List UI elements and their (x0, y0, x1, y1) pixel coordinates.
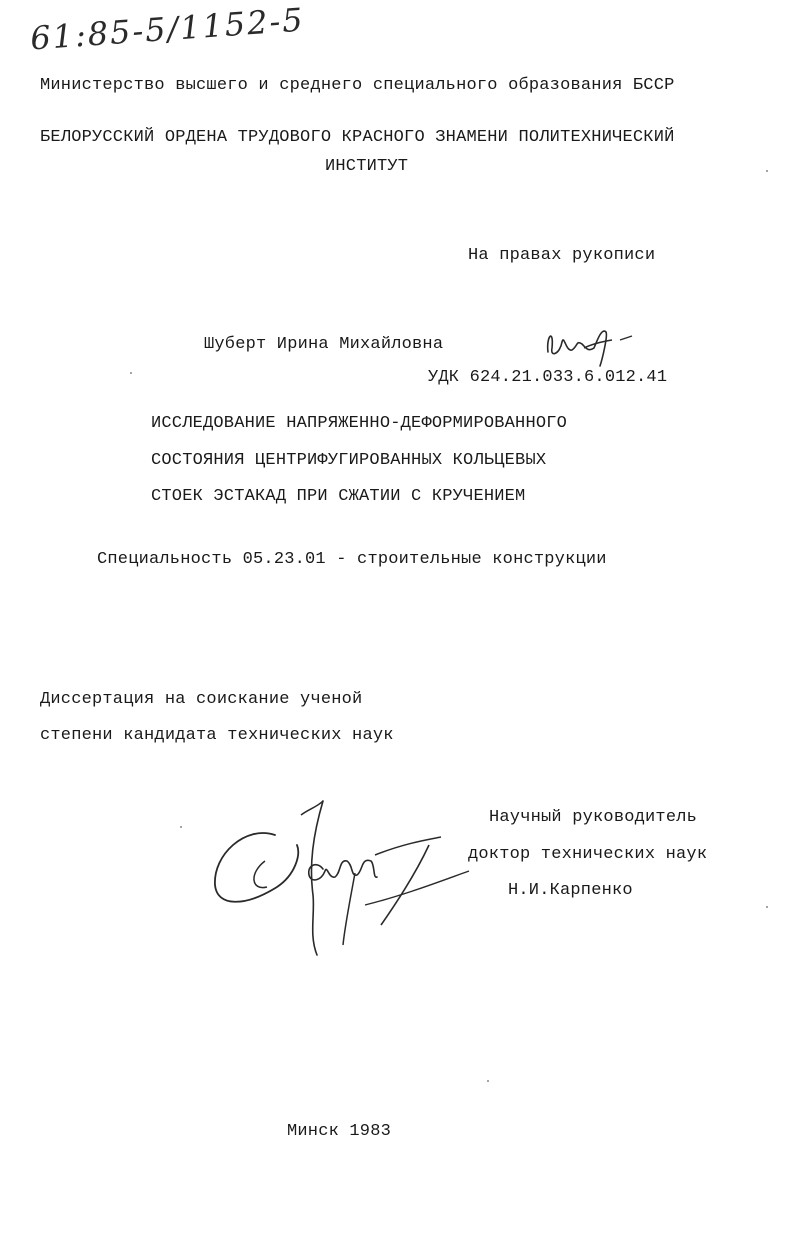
archive-mark: 61:85-5/1152-5 (29, 0, 306, 58)
scan-speck (130, 372, 132, 374)
institute-line-1: БЕЛОРУССКИЙ ОРДЕНА ТРУДОВОГО КРАСНОГО ЗНАМЕНИ ПОЛИТЕХНИЧЕСКИЙ (40, 128, 675, 147)
manuscript-rights: На правах рукописи (468, 246, 656, 265)
specialty-line: Специальность 05.23.01 - строительные конструкции (97, 550, 607, 569)
scan-speck (766, 906, 768, 908)
institute-line-2: ИНСТИТУТ (325, 157, 409, 176)
supervisor-degree: доктор технических наук (468, 845, 708, 864)
udc-code: УДК 624.21.033.6.012.41 (428, 368, 668, 387)
dissertation-line-1: Диссертация на соискание ученой (40, 690, 363, 709)
supervisor-name: Н.И.Карпенко (508, 881, 633, 900)
scan-speck (180, 826, 182, 828)
title-line-3: СТОЕК ЭСТАКАД ПРИ СЖАТИИ С КРУЧЕНИЕМ (151, 487, 526, 506)
scan-speck (766, 170, 768, 172)
title-line-1: ИССЛЕДОВАНИЕ НАПРЯЖЕННО-ДЕФОРМИРОВАННОГО (151, 414, 568, 433)
dissertation-line-2: степени кандидата технических наук (40, 726, 394, 745)
supervisor-signature (205, 795, 475, 965)
city-year: Минск 1983 (287, 1122, 392, 1141)
supervisor-role: Научный руководитель (489, 808, 698, 827)
ministry-line: Министерство высшего и среднего специального образования БССР (40, 76, 675, 95)
title-line-2: СОСТОЯНИЯ ЦЕНТРИФУГИРОВАННЫХ КОЛЬЦЕВЫХ (151, 451, 547, 470)
author-name: Шуберт Ирина Михайловна (204, 335, 444, 354)
scan-speck (487, 1080, 489, 1082)
author-signature (540, 318, 650, 368)
